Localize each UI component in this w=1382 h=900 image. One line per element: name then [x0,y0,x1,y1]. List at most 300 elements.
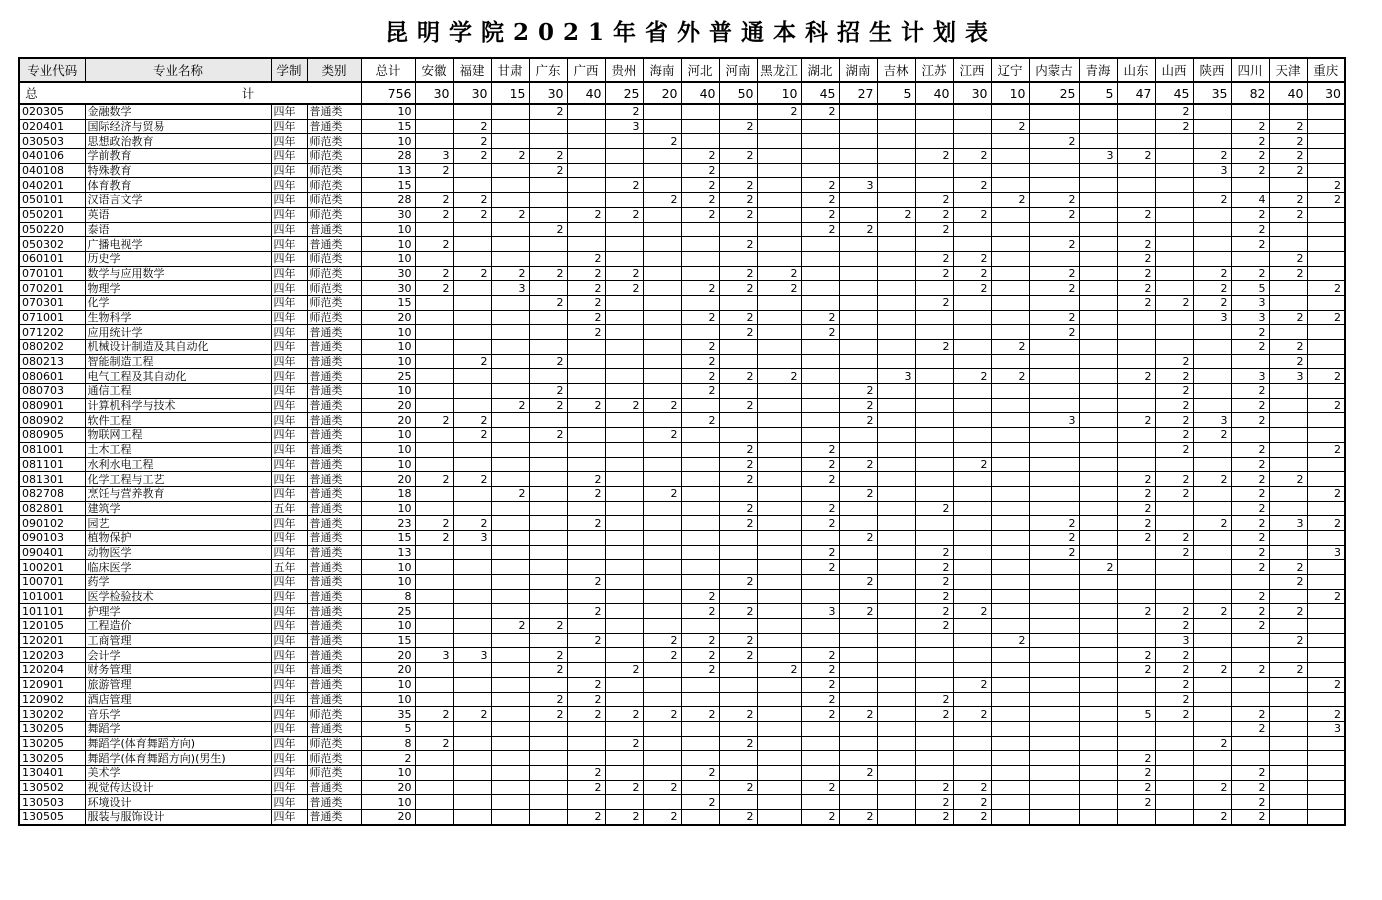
major-name: 音乐学 [85,707,271,722]
row-total: 10 [361,354,415,369]
province-quota: 2 [643,428,681,443]
province-quota [839,237,877,252]
province-quota [877,428,915,443]
province-quota: 2 [643,810,681,825]
province-quota: 2 [1117,648,1155,663]
province-quota [1029,780,1079,795]
table-row [19,266,1345,281]
province-quota [1029,442,1079,457]
major-code: 040201 [19,178,85,193]
province-quota: 2 [1117,663,1155,678]
province-quota: 2 [1155,413,1193,428]
province-quota [453,663,491,678]
province-quota: 2 [1231,325,1269,340]
province-quota: 2 [1231,486,1269,501]
total-value: 35 [1193,82,1231,104]
category: 普通类 [307,545,361,560]
header-cell: 河南 [719,58,757,82]
province-quota [877,384,915,399]
major-code: 120204 [19,663,85,678]
province-quota: 2 [991,369,1029,384]
province-quota [757,251,801,266]
province-quota [991,560,1029,575]
row-total: 10 [361,677,415,692]
province-quota [839,501,877,516]
province-quota [567,442,605,457]
province-quota [1193,178,1231,193]
province-quota [415,134,453,149]
province-quota [953,516,991,531]
table-row [19,721,1345,736]
category: 普通类 [307,530,361,545]
duration: 四年 [271,134,307,149]
province-quota: 2 [953,207,991,222]
province-quota: 2 [1231,516,1269,531]
province-quota [1155,810,1193,825]
major-code: 080601 [19,369,85,384]
table-row [19,384,1345,399]
province-quota: 2 [1193,604,1231,619]
province-quota [1269,530,1307,545]
province-quota: 2 [1029,325,1079,340]
province-quota: 2 [953,281,991,296]
province-quota [605,751,643,766]
province-quota [567,530,605,545]
category: 普通类 [307,516,361,531]
province-quota: 2 [1193,736,1231,751]
category: 普通类 [307,780,361,795]
province-quota [453,501,491,516]
province-quota: 2 [1231,810,1269,825]
province-quota [605,428,643,443]
province-quota: 2 [1231,119,1269,134]
province-quota: 2 [1231,560,1269,575]
province-quota [1307,222,1345,237]
province-quota [991,780,1029,795]
province-quota: 3 [1231,295,1269,310]
header-cell: 湖北 [801,58,839,82]
header-cell: 广东 [529,58,567,82]
province-quota [491,501,529,516]
province-quota [681,398,719,413]
province-quota: 2 [605,207,643,222]
province-quota [839,795,877,810]
province-quota [453,677,491,692]
province-quota: 2 [415,237,453,252]
province-quota [643,530,681,545]
province-quota [567,721,605,736]
province-quota: 2 [1231,340,1269,355]
province-quota [991,310,1029,325]
province-quota [877,560,915,575]
province-quota: 2 [1269,134,1307,149]
province-quota [953,413,991,428]
province-quota: 2 [719,325,757,340]
province-quota [1079,530,1117,545]
province-quota [643,589,681,604]
province-quota [415,251,453,266]
province-quota [643,575,681,590]
row-total: 10 [361,428,415,443]
province-quota [801,369,839,384]
province-quota [491,369,529,384]
province-quota: 2 [1029,237,1079,252]
province-quota [1307,340,1345,355]
province-quota [801,237,839,252]
province-quota [1155,340,1193,355]
table-row [19,119,1345,134]
province-quota [953,193,991,208]
major-name: 动物医学 [85,545,271,560]
province-quota [719,545,757,560]
province-quota [681,251,719,266]
province-quota: 2 [415,266,453,281]
row-total: 10 [361,575,415,590]
province-quota [1155,237,1193,252]
row-total: 30 [361,281,415,296]
province-quota: 2 [453,354,491,369]
header-cell: 青海 [1079,58,1117,82]
province-quota [839,119,877,134]
province-quota [491,163,529,178]
table-row [19,663,1345,678]
province-quota: 2 [1117,251,1155,266]
province-quota [491,472,529,487]
province-quota: 2 [839,222,877,237]
duration: 四年 [271,428,307,443]
province-quota [877,251,915,266]
major-name: 生物科学 [85,310,271,325]
province-quota [1079,589,1117,604]
header-cell: 四川 [1231,58,1269,82]
province-quota [719,251,757,266]
province-quota [643,442,681,457]
category: 师范类 [307,149,361,164]
province-quota: 2 [1155,530,1193,545]
province-quota [1029,648,1079,663]
row-total: 5 [361,721,415,736]
province-quota [839,545,877,560]
table-row [19,222,1345,237]
province-quota: 2 [605,707,643,722]
province-quota [1193,104,1231,119]
province-quota [415,354,453,369]
table-row [19,501,1345,516]
province-quota [953,663,991,678]
province-quota: 2 [1269,575,1307,590]
province-quota: 2 [529,149,567,164]
major-name: 思想政治教育 [85,134,271,149]
province-quota [453,795,491,810]
province-quota [801,619,839,634]
table-row [19,780,1345,795]
row-total: 10 [361,251,415,266]
province-quota [1079,707,1117,722]
province-quota [801,575,839,590]
province-quota [681,486,719,501]
province-quota [719,354,757,369]
province-quota: 2 [801,692,839,707]
province-quota: 2 [915,266,953,281]
major-code: 120201 [19,633,85,648]
province-quota [1117,193,1155,208]
province-quota [1269,692,1307,707]
row-total: 10 [361,765,415,780]
province-quota [415,619,453,634]
province-quota [1029,633,1079,648]
province-quota: 2 [1155,604,1193,619]
province-quota [1231,751,1269,766]
province-quota [991,413,1029,428]
province-quota: 2 [991,633,1029,648]
province-quota [719,222,757,237]
province-quota [643,384,681,399]
province-quota [991,795,1029,810]
province-quota: 2 [953,677,991,692]
province-quota [1079,178,1117,193]
province-quota [453,163,491,178]
row-total: 10 [361,237,415,252]
province-quota: 2 [801,457,839,472]
province-quota [877,633,915,648]
duration: 四年 [271,340,307,355]
province-quota [991,266,1029,281]
province-quota: 2 [1307,442,1345,457]
table-row [19,149,1345,164]
province-quota: 2 [643,193,681,208]
total-value: 25 [605,82,643,104]
province-quota [643,619,681,634]
province-quota [1029,810,1079,825]
duration: 四年 [271,281,307,296]
province-quota [953,560,991,575]
province-quota [1029,295,1079,310]
province-quota: 2 [1269,251,1307,266]
province-quota [491,310,529,325]
province-quota [719,677,757,692]
province-quota: 2 [1231,589,1269,604]
province-quota [529,119,567,134]
major-code: 101001 [19,589,85,604]
province-quota: 2 [567,325,605,340]
province-quota [529,134,567,149]
province-quota: 2 [681,340,719,355]
category: 普通类 [307,575,361,590]
major-code: 100701 [19,575,85,590]
province-quota: 2 [1269,472,1307,487]
province-quota [1117,384,1155,399]
province-quota [877,795,915,810]
province-quota [1307,119,1345,134]
province-quota [1193,222,1231,237]
province-quota [991,207,1029,222]
major-code: 120105 [19,619,85,634]
province-quota: 2 [757,104,801,119]
province-quota [453,780,491,795]
province-quota: 2 [1117,486,1155,501]
province-quota [877,516,915,531]
province-quota: 2 [719,149,757,164]
row-total: 20 [361,398,415,413]
category: 普通类 [307,398,361,413]
province-quota [1307,633,1345,648]
province-quota [1155,310,1193,325]
province-quota [757,207,801,222]
province-quota [605,472,643,487]
province-quota [1117,442,1155,457]
major-code: 130505 [19,810,85,825]
province-quota: 3 [605,119,643,134]
province-quota [1079,780,1117,795]
province-quota: 2 [605,281,643,296]
province-quota [915,633,953,648]
duration: 四年 [271,354,307,369]
province-quota [415,486,453,501]
province-quota: 2 [801,780,839,795]
province-quota: 2 [839,530,877,545]
total-value: 40 [681,82,719,104]
major-name: 会计学 [85,648,271,663]
province-quota: 2 [681,354,719,369]
major-code: 070201 [19,281,85,296]
province-quota [529,736,567,751]
major-code: 130401 [19,765,85,780]
total-value: 40 [915,82,953,104]
province-quota: 2 [605,178,643,193]
province-quota [839,560,877,575]
province-quota [453,384,491,399]
province-quota [453,295,491,310]
row-total: 15 [361,119,415,134]
province-quota [567,413,605,428]
province-quota [681,545,719,560]
province-quota [491,178,529,193]
province-quota [719,413,757,428]
province-quota [719,163,757,178]
province-quota: 2 [839,384,877,399]
province-quota [1155,780,1193,795]
province-quota [453,281,491,296]
province-quota [757,310,801,325]
province-quota [1079,575,1117,590]
province-quota [1029,560,1079,575]
duration: 四年 [271,442,307,457]
table-row [19,633,1345,648]
province-quota [915,442,953,457]
province-quota: 2 [605,266,643,281]
province-quota: 2 [801,193,839,208]
province-quota [915,486,953,501]
province-quota: 2 [681,163,719,178]
major-name: 服装与服饰设计 [85,810,271,825]
table-row [19,677,1345,692]
table-row [19,751,1345,766]
province-quota [529,281,567,296]
duration: 四年 [271,104,307,119]
province-quota [991,295,1029,310]
province-quota [453,619,491,634]
province-quota [453,340,491,355]
province-quota [605,633,643,648]
province-quota [1269,589,1307,604]
province-quota [415,340,453,355]
major-name: 广播电视学 [85,237,271,252]
province-quota: 2 [801,501,839,516]
province-quota [757,178,801,193]
province-quota [1269,178,1307,193]
province-quota: 2 [719,604,757,619]
province-quota [1029,222,1079,237]
province-quota: 2 [491,149,529,164]
province-quota [1029,369,1079,384]
major-name: 机械设计制造及其自动化 [85,340,271,355]
row-total: 10 [361,325,415,340]
province-quota [1307,295,1345,310]
province-quota [1193,340,1231,355]
province-quota [681,516,719,531]
category: 普通类 [307,325,361,340]
major-code: 080905 [19,428,85,443]
province-quota: 2 [1117,516,1155,531]
province-quota [1193,369,1231,384]
total-value: 30 [529,82,567,104]
province-quota [1193,119,1231,134]
major-name: 土木工程 [85,442,271,457]
province-quota [491,354,529,369]
province-quota [491,530,529,545]
province-quota [491,193,529,208]
province-quota [1155,721,1193,736]
province-quota [1117,633,1155,648]
province-quota [1307,795,1345,810]
row-total: 30 [361,266,415,281]
province-quota: 2 [529,295,567,310]
table-row [19,207,1345,222]
province-quota [529,457,567,472]
province-quota [801,149,839,164]
province-quota [1269,486,1307,501]
province-quota [915,134,953,149]
province-quota [643,765,681,780]
province-quota [643,604,681,619]
province-quota [915,648,953,663]
province-quota [1269,501,1307,516]
province-quota [991,222,1029,237]
province-quota: 2 [1231,207,1269,222]
province-quota [757,780,801,795]
province-quota: 2 [1193,149,1231,164]
total-value: 30 [415,82,453,104]
province-quota: 2 [1193,266,1231,281]
province-quota [953,530,991,545]
province-quota [877,398,915,413]
province-quota: 2 [1307,310,1345,325]
province-quota [567,354,605,369]
duration: 四年 [271,237,307,252]
province-quota: 2 [681,589,719,604]
header-cell: 学制 [271,58,307,82]
province-quota: 2 [953,707,991,722]
province-quota: 2 [1231,163,1269,178]
province-quota [567,751,605,766]
province-quota [491,442,529,457]
duration: 四年 [271,795,307,810]
province-quota [605,134,643,149]
province-quota [839,633,877,648]
province-quota: 2 [567,281,605,296]
major-code: 130205 [19,721,85,736]
table-row [19,530,1345,545]
